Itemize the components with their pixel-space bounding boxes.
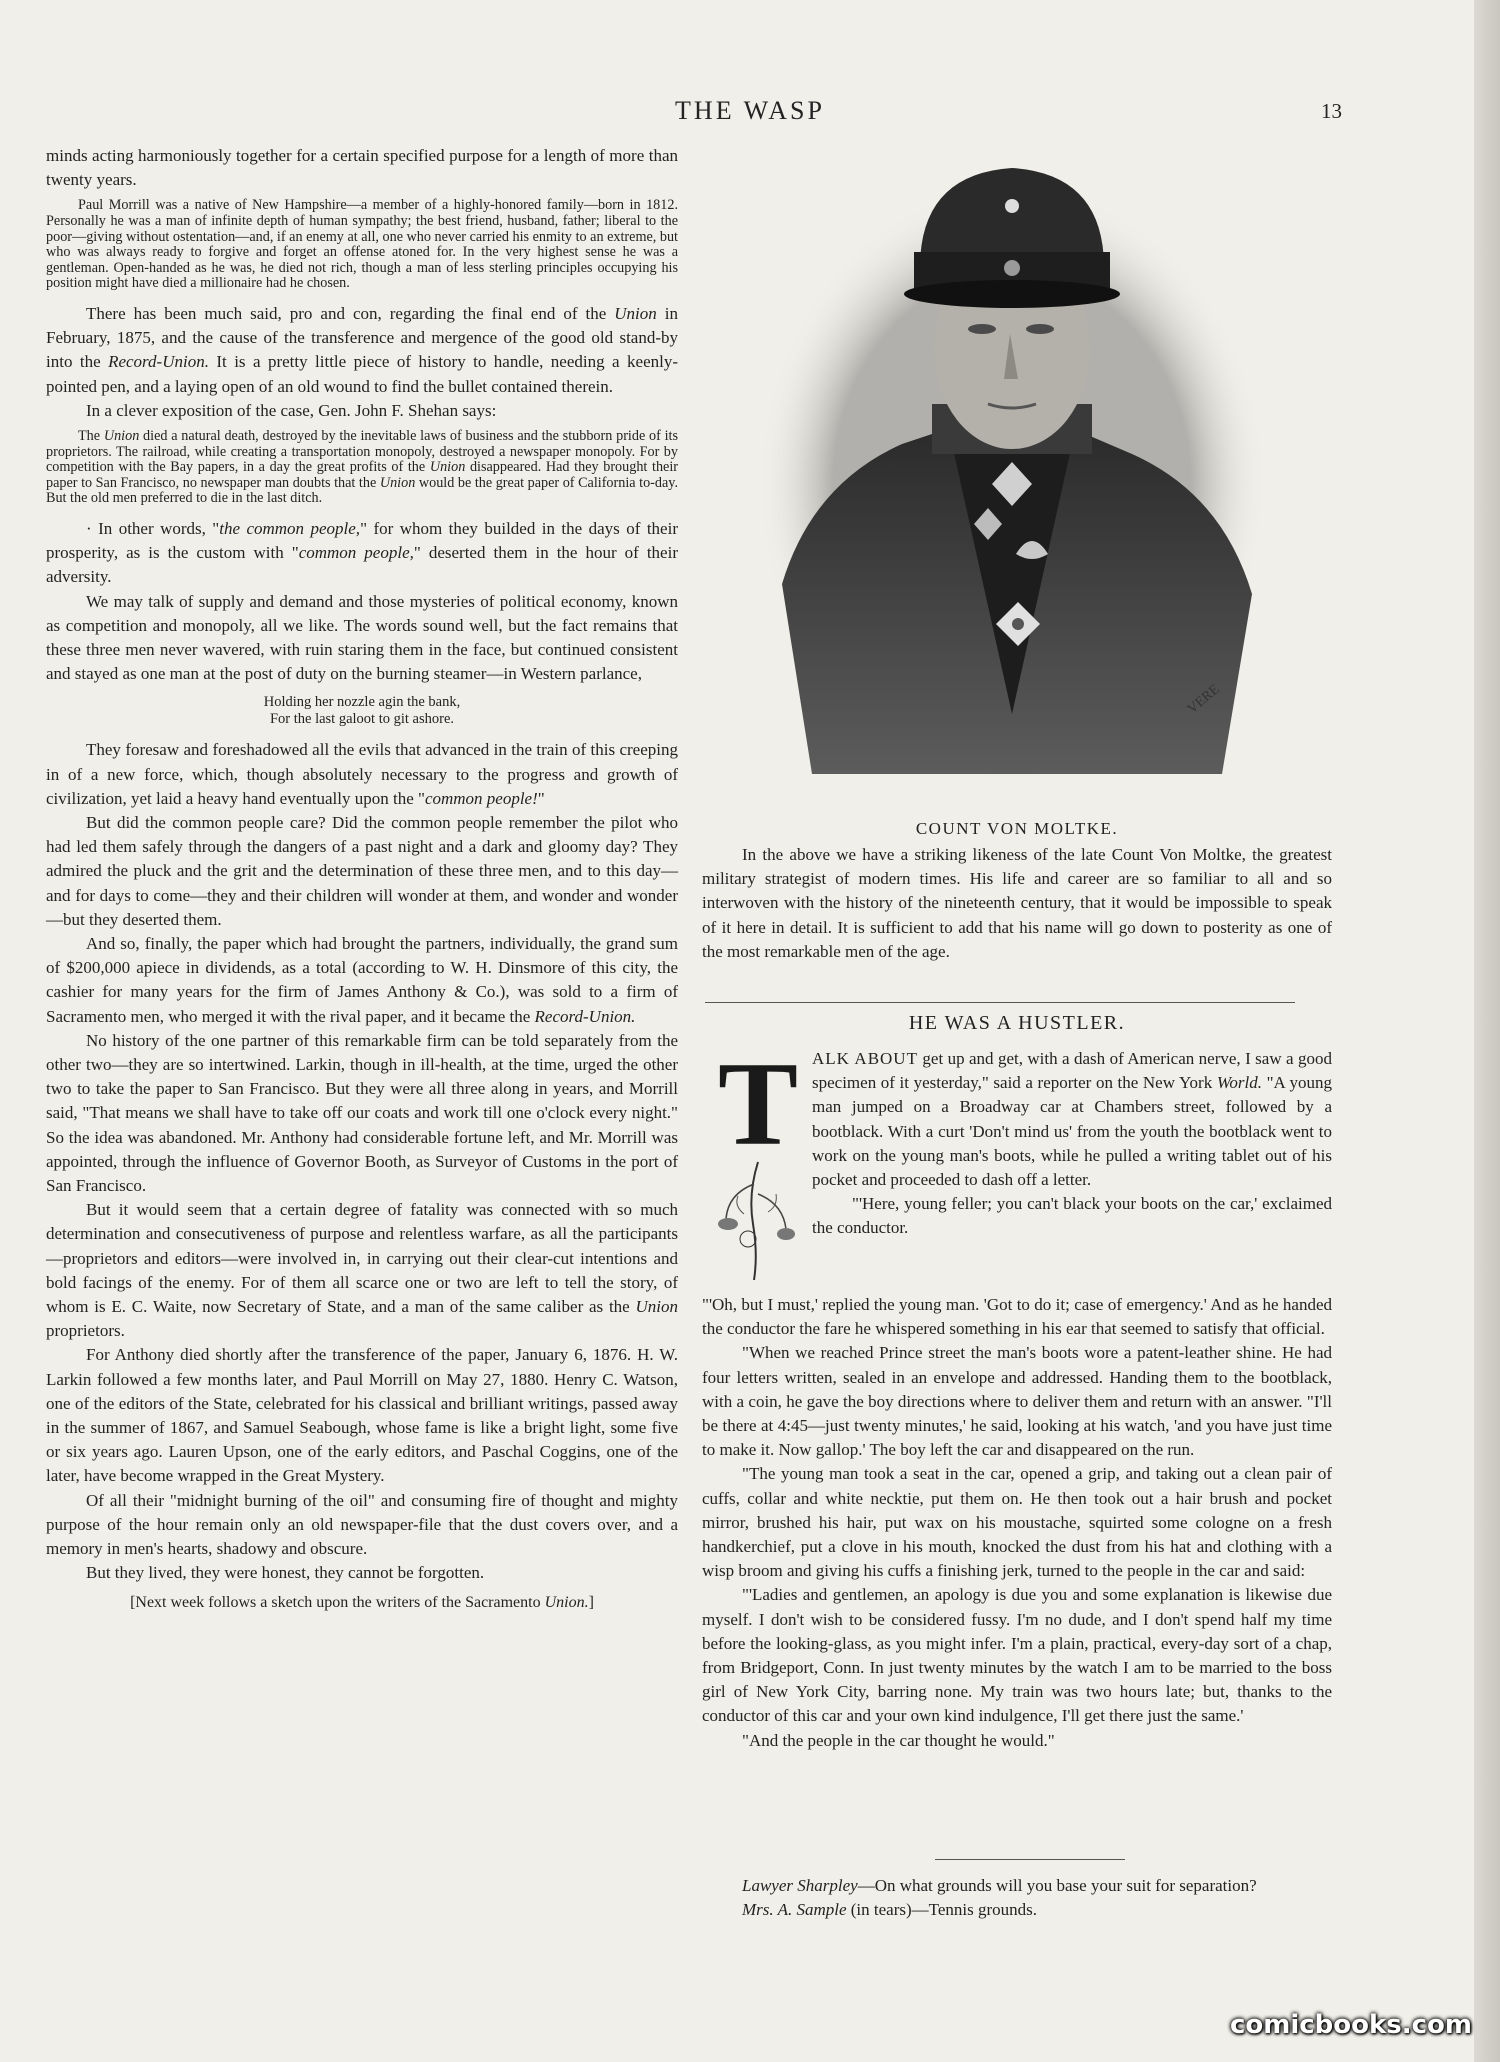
left-column [46,144,678,1616]
paragraph: And so, finally, the paper which had brought the partners, individually, the grand sum of $200,000 apiece in dividends, as a total (according to W. H. Dinsmore of this city, the cashier for many years for the firm of James Anthony & Co.), was sold to a firm of Sacramento men, who merged it with the rival paper, and it became the Record-Union. [46,934,678,1026]
paragraph: No history of the one partner of this remarkable firm can be told separately from the other two—they are so intertwined. Larkin, though in ill-health, at the time, urged the other two to take the paper to San Francisco. But they were all three along in years, and Morrill said, "That means we shall have to take off our coats and work till one o'clock every night." So the idea was abandoned. Mr. Anthony had considerable fortune left, and Mr. Morrill was appointed, through the influence of Governor Booth, as Surveyor of Customs in the port of San Francisco. [46,1030,678,1196]
paragraph: "'Ladies and gentlemen, an apology is due you and some explanation is likewise due myself. I don't wish to be considered fussy. I'm no dude, and I don't spend half my time before the looking-glass, as you might infer. I'm a plain, practical, every-day sort of a chap, from Bridgeport, Conn. In just twenty minutes by the watch I am to be married to the boss girl of New York City, barring none. My train was two hours late; but, thanks to the conductor of this car and your own kind indulgence, I'll get there just the same.' [702,1585,1332,1726]
editor-note: [Next week follows a sketch upon the writers of the Sacramento Union.] [130,1594,594,1612]
verse-line: Holding her nozzle agin the bank, [263,694,461,711]
joke-block [702,1874,1332,1922]
paragraph: There has been much said, pro and con, regarding the final end of the Union in February, 1875, and the cause of the transference and mergence of the good old stand-by into the Record-Union. It is a pretty little piece of history to handle, needing a keenly-pointed pen, and a laying open of an old wound to find the bullet contained therein. [46,303,679,396]
story-body [702,1293,1332,1753]
paragraph: "And the people in the car thought he would." [742,1730,1055,1750]
flower-ornament-icon [708,1037,808,1284]
portrait-engraving [752,154,1272,800]
paragraph: · In other words, "the common people," for whom they builded in the days of their prosperity, as is the custom with "common people," deserted them in the hour of their adversity. [46,518,678,587]
paragraph: In a clever exposition of the case, Gen. John F. Shehan says: [86,400,497,420]
joke-line: Mrs. A. Sample (in tears)—Tennis grounds. [742,1900,1038,1920]
drop-cap [708,1037,808,1284]
paragraph: For Anthony died shortly after the transference of the paper, January 6, 1876. H. W. Larkin followed a few months later, and Paul Morrill on May 27, 1880. Henry C. Watson, one of the editors of the State, celebrated for his classical and brilliant writings, passed away in the summer of 1867, and Samuel Seabough, whose fame is like a bright light, some five or six years ago. Lauren Upson, one of the early editors, and Paschal Coggins, one of the later, have become wrapped in the Great Mystery. [46,1345,678,1486]
page-header [0,96,1500,130]
paragraph: They foresaw and foreshadowed all the evils that advanced in the train of this creeping in of a new force, which, though absolutely necessary to the progress and growth of civilization, yet laid a heavy hand eventually upon the "common people!" [46,740,678,808]
artist-signature: VERE [1184,682,1223,718]
story-opening [812,1047,1332,1241]
page-number: 13 [1321,99,1342,123]
scan-edge [1474,0,1500,2062]
moltke-portrait [752,154,1272,800]
site-watermark: comicbooks.com [1229,2010,1472,2040]
quoted-paragraph: The Union died a natural death, destroyed by the inevitable laws of business and the stubborn pride of its proprietors. The railroad, while creating a transportation monopoly, destroyed a newspaper monopoly. For by competition with the Bay papers, in a day the great profits of the Union disappeared. Had they brought their paper to San Francisco, no newspaper man doubts that the Union would be the great paper of California to-day. But the old men preferred to die in the last ditch. [46,427,679,507]
quoted-paragraph: Paul Morrill was a native of New Hampshire—a member of a highly-honored family—born in 1812. Personally he was a man of infinite depth of human sympathy; the best friend, husband, father; liberal to the poor—giving without ostentation—and, if an enemy at all, one who never carried his enmity to an extreme, but who was always ready to forgive and forget an offense atoned for. In the very highest sense he was a gentleman. Open-handed as he was, he died not rich, though a man of less sterling principles occupying his position might have died a millionaire had he chosen. [46,197,678,292]
paragraph: "When we reached Prince street the man's boots wore a patent-leather shine. He had four letters written, sealed in an envelope and addressed. Handing them to the bootblack, with a coin, he gave the boy directions where to deliver them and return with an answer. "I'll be there at 4:45—just twenty minutes,' he said, looking at his watch, 'and you have just time to make it. Now gallop.' The boy left the car and disappeared on the run. [702,1343,1332,1460]
paragraph: But they lived, they were honest, they cannot be forgotten. [86,1563,485,1583]
paragraph: ALK ABOUT get up and get, with a dash of American nerve, I saw a good specimen of it yesterday," said a reporter on the New York World. "A young man jumped on a Broadway car at Chambers street, followed by a bootblack. With a curt 'Don't mind us' from the youth the bootblack went to work on the young man's boots, while he pulled a writing tablet out of his pocket and proceeded to dash off a letter. [812,1049,1332,1190]
short-divider [935,1859,1125,1860]
paragraph: minds acting harmoniously together for a certain specified purpose for a length of more than twenty years. [46,146,678,190]
portrait-caption: COUNT VON MOLTKE. [915,819,1119,838]
paragraph: "The young man took a seat in the car, opened a grip, and taking out a clean pair of cuffs, collar and white necktie, put them on. He then took out a hair brush and pocket mirror, brushed his hair, put wax on his moustache, squirted some cologne on a fresh handkerchief, put a clove in his mouth, knocked the dust from his hat and clothing with a wisp broom and giving his cuffs a finishing jerk, turned to the people in the car and said: [702,1464,1332,1581]
paragraph: We may talk of supply and demand and those mysteries of political economy, known as competition and monopoly, all we like. The words sound well, but the fact remains that these three men never wavered, with ruin staring them in the face, but continued consistent and stayed as one man at the post of duty on the burning steamer—in Western parlance, [46,591,678,684]
paragraph: In the above we have a striking likeness of the late Count Von Moltke, the greatest military strategist of modern times. His life and career are so familiar to all and so interwoven with the history of the nineteenth century, that it would be impossible to speak of it here in detail. It is sufficient to add that his name will go down to posterity as one of the most remarkable men of the age. [702,845,1332,961]
paragraph: "'Here, young feller; you can't black your boots on the car,' exclaimed the conductor. [812,1194,1332,1238]
paragraph: Of all their "midnight burning of the oil" and consuming fire of thought and mighty purpose of the hour remain only an old newspaper-file that the dust covers over, and a memory in men's hearts, shadowy and obscure. [46,1490,678,1559]
section-divider [705,1002,1295,1003]
paragraph: But it would seem that a certain degree of fatality was connected with so much determination and consecutiveness of purpose and relentless warfare, as all the participants—proprietors and editors—were involved in, in carrying out their clear-cut intentions and bold facings of the enemy. For of them all scarce one or two are left to tell the story, of whom is E. C. Waite, now Secretary of State, and a man of the same caliber as the Union proprietors. [46,1200,678,1341]
joke-line: Lawyer Sharpley—On what grounds will you base your suit for separation? [742,1876,1257,1895]
verse [46,694,678,728]
magazine-title: THE WASP [675,96,825,125]
paragraph: But did the common people care? Did the common people remember the pilot who had led them safely through the dangers of a past night and a dark and gloomy day? They admired the pluck and the grit and the determination of these three men, and to this day—and for days to come—they and their children will wonder at them, and wonder and wonder—but they deserted them. [46,812,678,929]
paragraph: "'Oh, but I must,' replied the young man. 'Got to do it; case of emergency.' And as he handed the conductor the fare he whispered something in his ear that seemed to satisfy that official. [702,1295,1332,1339]
story-headline: HE WAS A HUSTLER. [908,1012,1126,1034]
verse-line: For the last galoot to git ashore. [269,711,455,728]
drop-cap-letter: T [717,1037,799,1170]
moltke-paragraph-block [702,843,1332,964]
